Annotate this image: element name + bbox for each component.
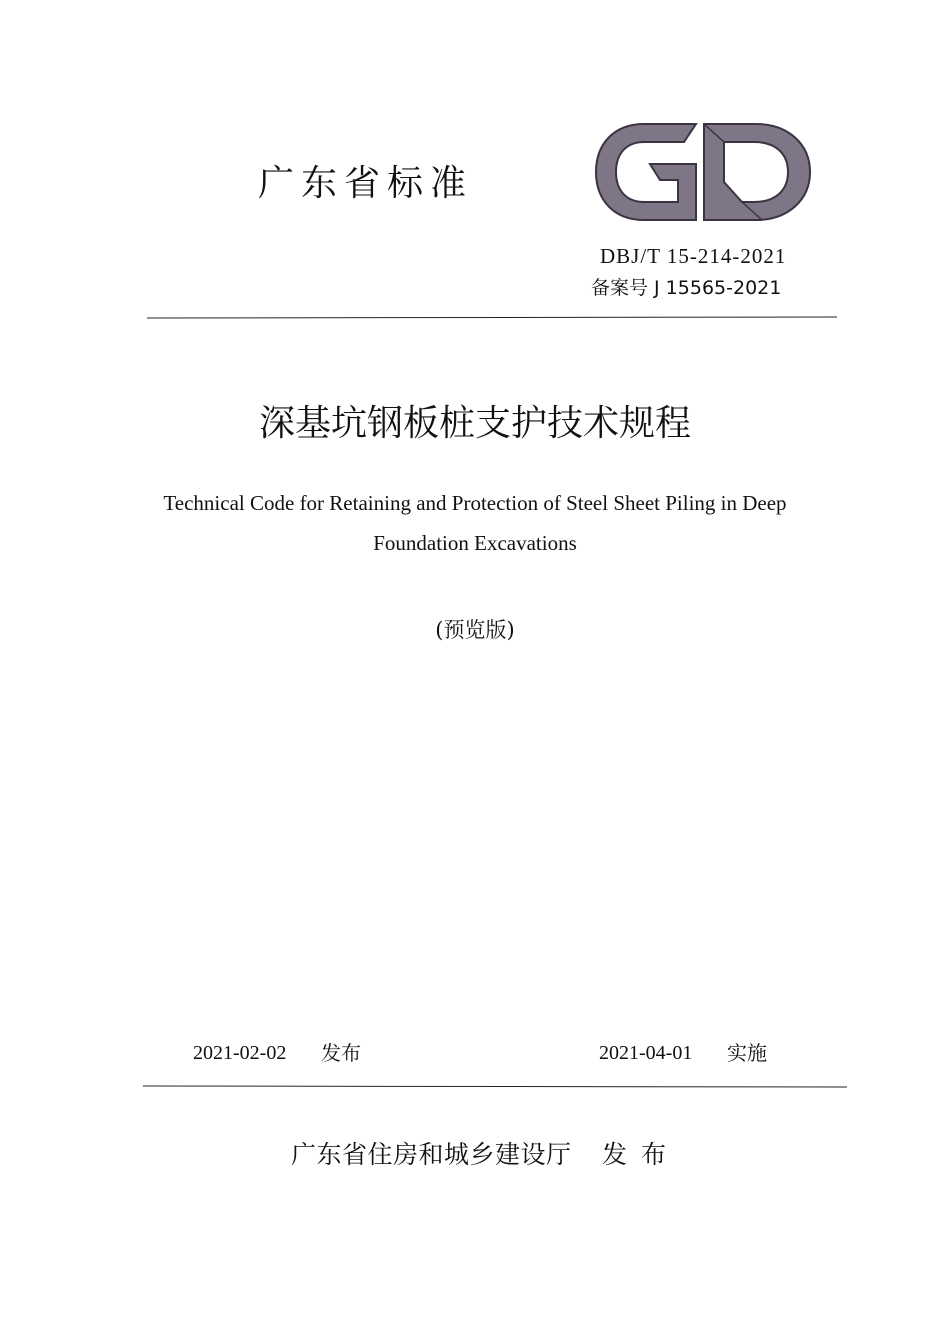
logo-letter-g — [596, 124, 696, 220]
bottom-divider — [143, 1086, 847, 1088]
english-title-line-1: Technical Code for Retaining and Protection of Steel Sheet Piling in Deep — [163, 491, 787, 515]
english-title-line-2: Foundation Excavations — [373, 531, 577, 555]
effective-label: 实施 — [727, 1041, 767, 1065]
effective-date: 2021-04-01 — [599, 1042, 693, 1064]
chinese-title: 深基坑钢板桩支护技术规程 — [258, 403, 691, 444]
issuer-name: 广东省住房和城乡建设厅 — [291, 1140, 572, 1169]
english-title — [130, 483, 820, 563]
gd-logo-icon — [592, 120, 814, 224]
release-date: 2021-02-02 — [193, 1042, 287, 1064]
release-label: 发布 — [321, 1041, 361, 1065]
edition-label: (预览版) — [435, 618, 515, 642]
top-divider — [147, 317, 837, 319]
issuer-action: 发 布 — [602, 1140, 669, 1169]
standard-type-heading: 广东省标准 — [258, 163, 474, 204]
standard-code: DBJ/T 15-214-2021 — [600, 244, 787, 268]
record-number: 备案号 J 15565-2021 — [591, 277, 782, 299]
